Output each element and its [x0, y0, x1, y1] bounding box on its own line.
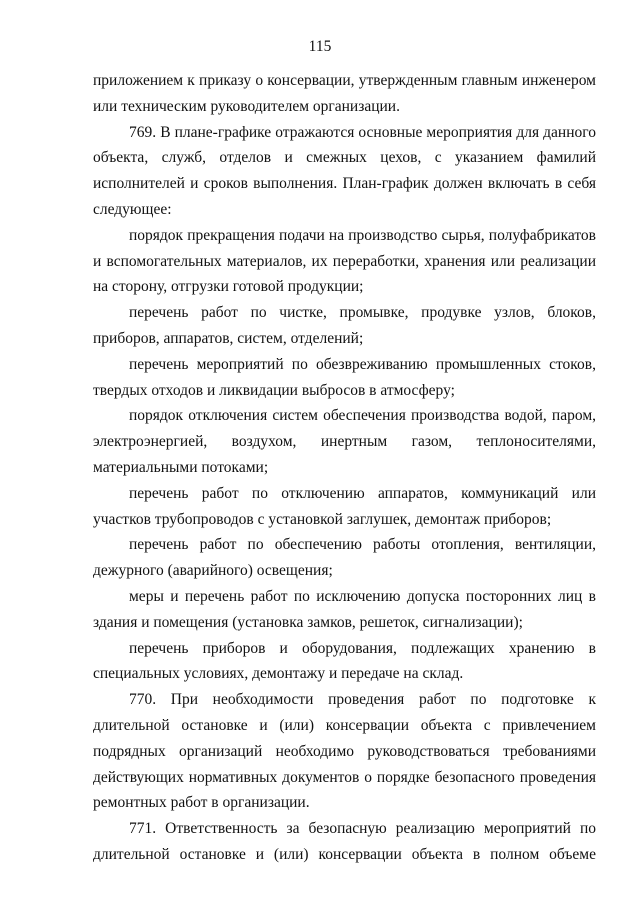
document-body [93, 68, 596, 868]
paragraph-item-raw-materials: порядок прекращения подачи на производство сырья, полуфабрикатов и вспомогательных материалов, их переработки, хранения или реализации на сторону, отгрузки готовой продукции; [93, 226, 596, 296]
page-number: 115 [308, 38, 332, 55]
paragraph-item-storage: перечень приборов и оборудования, подлежащих хранению в специальных условиях, демонтажу и передаче на склад. [93, 639, 596, 683]
paragraph-item-access: меры и перечень работ по исключению допуска посторонних лиц в здания и помещения (установка замков, решеток, сигнализации); [93, 587, 596, 631]
paragraph-item-cleaning: перечень работ по чистке, промывке, продувке узлов, блоков, приборов, аппаратов, систем, отделений; [93, 304, 596, 347]
paragraph-item-neutralization: перечень мероприятий по обезвреживанию промышленных стоков, твердых отходов и ликвидации выбросов в атмосферу; [93, 355, 596, 399]
paragraph-item-supply-disconnection: порядок отключения систем обеспечения производства водой, паром, электроэнергией, воздухом, инертным газом, теплоносителями, материальными потоками; [93, 407, 596, 476]
paragraph-item-pipelines: перечень работ по отключению аппаратов, коммуникаций или участков трубопроводов с установкой заглушек, демонтаж приборов; [93, 484, 596, 528]
paragraph-769: 769. В плане-графике отражаются основные мероприятия для данного объекта, служб, отделов и смежных цехов, с указанием фамилий исполнителей и сроков выполнения. План-график должен включать в себя следующее: [93, 123, 596, 218]
paragraph-771: 771. Ответственность за безопасную реализацию мероприятий по длительной остановке и (или) консервации объекта в полном объеме [93, 820, 596, 863]
paragraph-item-heating: перечень работ по обеспечению работы отопления, вентиляции, дежурного (аварийного) освещения; [93, 536, 596, 580]
paragraph-770: 770. При необходимости проведения работ по подготовке к длительной остановке и (или) консервации объекта с привлечением подрядных организаций необходимо руководствоваться требованиями действующих нормативных документов о порядке безопасного проведения ремонтных работ в организации. [93, 691, 596, 812]
paragraph-continuation: приложением к приказу о консервации, утвержденным главным инженером или техническим руководителем организации. [93, 72, 596, 115]
